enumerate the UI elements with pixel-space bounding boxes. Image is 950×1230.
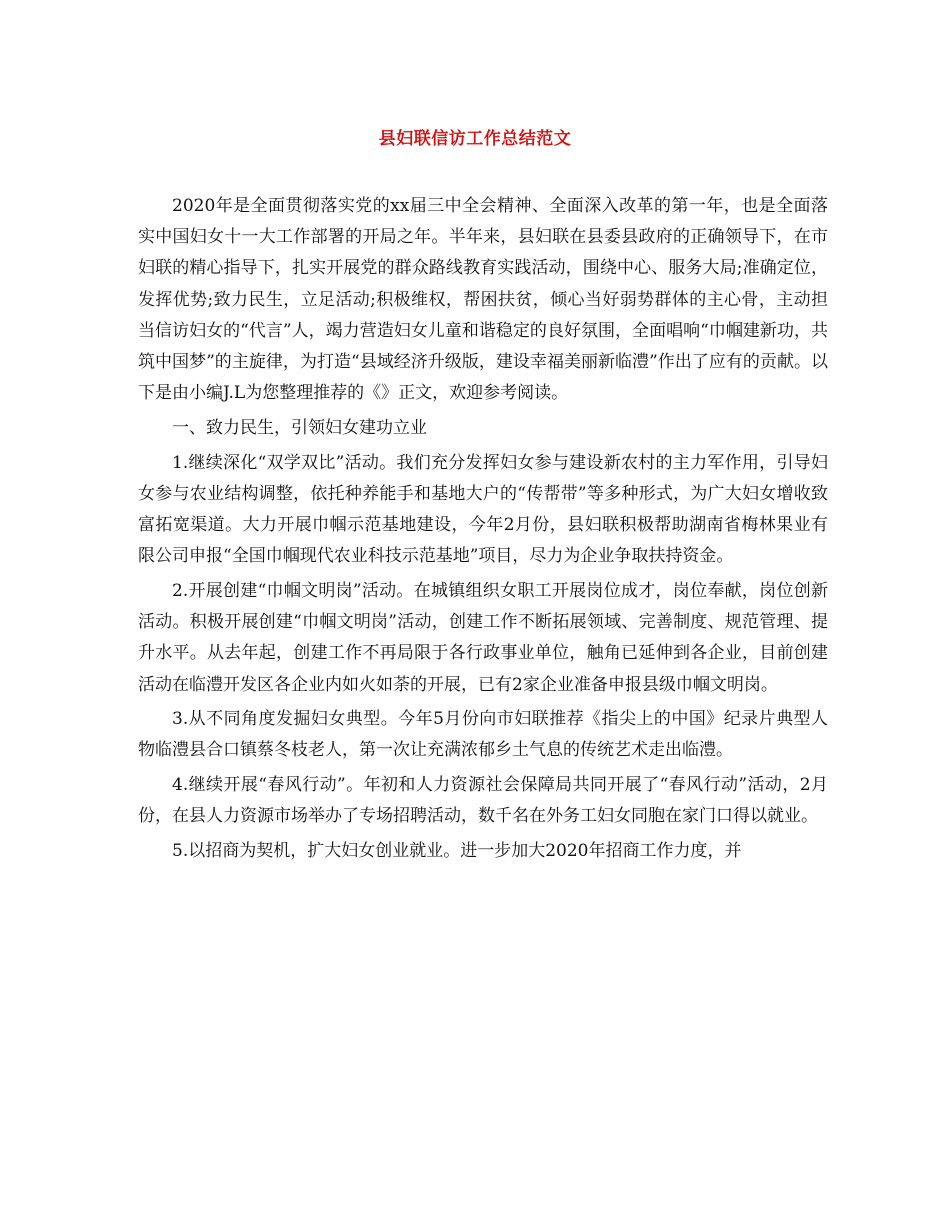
section-heading: 一、致力民生，引领妇女建功立业: [172, 417, 427, 438]
document-body: [138, 191, 828, 871]
body-paragraph: 4.继续开展“春风行动”。年初和人力资源社会保障局共同开展了“春风行动”活动，2月份，在县人力资源市场举办了专场招聘活动，数千名在外务工妇女同胞在家门口得以就业。: [138, 775, 828, 827]
body-paragraph: 1.继续深化“双学双比”活动。我们充分发挥妇女参与建设新农村的主力军作用，引导妇女参与农业结构调整，依托种养能手和基地大户的“传帮带”等多种形式，为广大妇女增收致富拓宽渠道。大力开展巾帼示范基地建设，今年2月份，县妇联积极帮助湖南省梅林果业有限公司申报“全国巾帼现代农业科技示范基地”项目，尽力为企业争取扶持资金。: [138, 452, 828, 567]
body-paragraph: 3.从不同角度发掘妇女典型。今年5月份向市妇联推荐《指尖上的中国》纪录片典型人物临澧县合口镇蔡冬枝老人，第一次让充满浓郁乡土气息的传统艺术走出临澧。: [138, 709, 828, 761]
body-paragraph: 5.以招商为契机，扩大妇女创业就业。进一步加大2020年招商工作力度，并: [172, 841, 742, 862]
intro-paragraph: 2020年是全面贯彻落实党的xx届三中全会精神、全面深入改革的第一年，也是全面落实中国妇女十一大工作部署的开局之年。半年来，县妇联在县委县政府的正确领导下，在市妇联的精心指导下，扎实开展党的群众路线教育实践活动，围绕中心、服务大局;准确定位，发挥优势;致力民生，立足活动;积极维权，帮困扶贫，倾心当好弱势群体的主心骨，主动担当信访妇女的“代言”人，竭力营造妇女儿童和谐稳定的良好氛围，全面唱响“巾帼建新功，共筑中国梦”的主旋律，为打造“县域经济升级版，建设幸福美丽新临澧”作出了应有的贡献。以下是由小编J.L为您整理推荐的《》正文，欢迎参考阅读。: [138, 196, 828, 404]
document-title: 县妇联信访工作总结范文: [378, 129, 572, 149]
body-paragraph: 2.开展创建“巾帼文明岗”活动。在城镇组织女职工开展岗位成才，岗位奉献，岗位创新活动。积极开展创建“巾帼文明岗”活动，创建工作不断拓展领域、完善制度、规范管理、提升水平。从去年起，创建工作不再局限于各行政事业单位，触角已延伸到各企业，目前创建活动在临澧开发区各企业内如火如荼的开展，已有2家企业准备申报县级巾帼文明岗。: [138, 580, 828, 695]
